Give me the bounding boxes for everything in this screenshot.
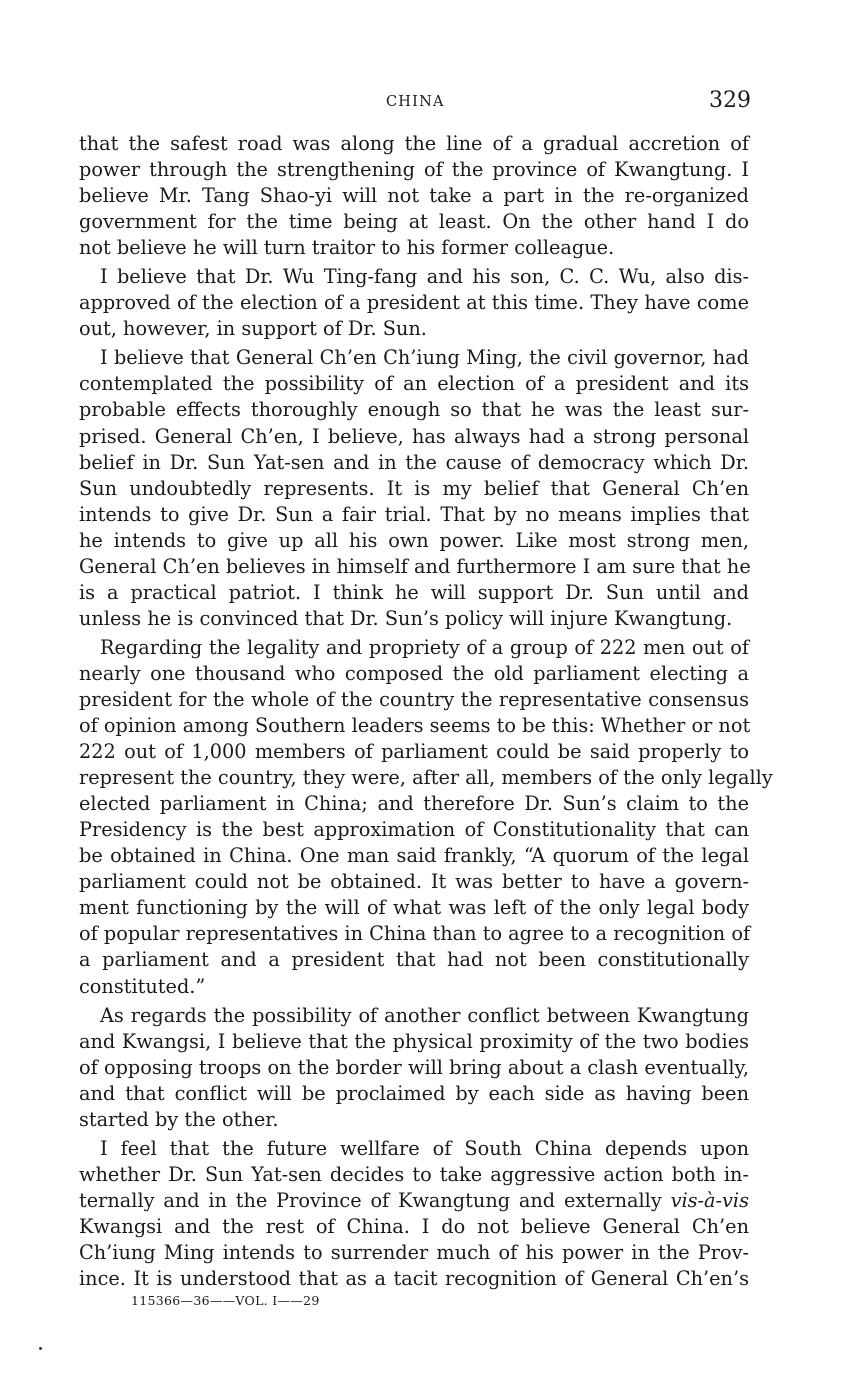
running-head bbox=[0, 88, 850, 118]
italic-phrase: vis-à-vis bbox=[670, 1188, 749, 1212]
text-line: intends to give Dr. Sun a fair trial. That by no means implies that bbox=[79, 502, 749, 526]
text-line: Sun undoubtedly represents. It is my belief that General Ch’en bbox=[79, 476, 749, 500]
text-line: out, however, in support of Dr. Sun. bbox=[79, 317, 427, 341]
text-line: ment functioning by the will of what was left of the only legal body bbox=[79, 896, 749, 920]
text-line: Presidency is the best approximation of Constitutionality that can bbox=[79, 818, 749, 842]
text-line: started by the other. bbox=[79, 1107, 279, 1131]
text-line: he intends to give up all his own power. Like most strong men, bbox=[79, 528, 749, 552]
text-line: and that conflict will be proclaimed by each side as having been bbox=[79, 1081, 749, 1105]
text-line: ince. It is understood that as a tacit recognition of General Ch’en’s bbox=[79, 1267, 749, 1291]
text-line: approved of the election of a president at this time. They have come bbox=[79, 291, 749, 315]
text-line: represent the country, they were, after all, members of the only legally bbox=[79, 766, 773, 790]
text-line-segment: ternally and in the Province of Kwangtung and externally bbox=[79, 1188, 662, 1212]
text-line: prised. General Ch’en, I believe, has always had a strong personal bbox=[79, 424, 749, 448]
paragraph-first-line: I feel that the future wellfare of South China depends upon bbox=[100, 1136, 749, 1160]
body-text bbox=[79, 131, 773, 1292]
paragraph-first-line: I believe that General Ch’en Ch’iung Ming, the civil governor, had bbox=[100, 346, 749, 370]
text-line: government for the time being at least. On the other hand I do bbox=[79, 210, 749, 234]
text-line: constituted.” bbox=[79, 974, 206, 998]
paragraph-first-line: As regards the possibility of another conflict between Kwangtung bbox=[100, 1003, 749, 1027]
text-line: power through the strengthening of the province of Kwangtung. I bbox=[79, 158, 749, 182]
text-line: and Kwangsi, I believe that the physical proximity of the two bodies bbox=[79, 1029, 749, 1053]
text-line: General Ch’en believes in himself and furthermore I am sure that he bbox=[79, 554, 751, 578]
text-line: nearly one thousand who composed the old parliament electing a bbox=[79, 661, 749, 685]
text-line: president for the whole of the country the representative consensus bbox=[79, 687, 749, 711]
printer-signature: 115366—36——VOL. I——29 bbox=[131, 1293, 320, 1308]
page-speck bbox=[39, 1347, 42, 1350]
text-line bbox=[79, 1188, 749, 1214]
text-line: believe Mr. Tang Shao-yi will not take a part in the re-organized bbox=[79, 184, 749, 208]
text-line: not believe he will turn traitor to his former colleague. bbox=[79, 236, 615, 260]
text-line: of opposing troops on the border will bring about a clash eventually, bbox=[79, 1055, 749, 1079]
running-title: CHINA bbox=[386, 94, 445, 110]
text-line: is a practical patriot. I think he will support Dr. Sun until and bbox=[79, 580, 749, 604]
text-line: parliament could not be obtained. It was better to have a govern- bbox=[79, 870, 749, 894]
text-line: be obtained in China. One man said frankly, “A quorum of the legal bbox=[79, 844, 749, 868]
text-line: of popular representatives in China than to agree to a recognition of bbox=[79, 922, 751, 946]
text-line: of opinion among Southern leaders seems to be this: Whether or not bbox=[79, 714, 751, 738]
text-line: contemplated the possibility of an election of a president and its bbox=[79, 372, 749, 396]
paragraph-first-line: Regarding the legality and propriety of a group of 222 men out of bbox=[100, 635, 749, 659]
text-line: unless he is convinced that Dr. Sun’s policy will injure Kwangtung. bbox=[79, 606, 733, 630]
text-line: elected parliament in China; and therefore Dr. Sun’s claim to the bbox=[79, 792, 749, 816]
paragraph-first-line: I believe that Dr. Wu Ting-fang and his son, C. C. Wu, also dis- bbox=[100, 265, 749, 289]
text-line: that the safest road was along the line of a gradual accretion of bbox=[79, 132, 749, 155]
text-line: a parliament and a president that had not been constitutionally bbox=[79, 948, 749, 972]
text-line: 222 out of 1,000 members of parliament could be said properly to bbox=[79, 740, 749, 764]
page-number: 329 bbox=[709, 88, 751, 113]
text-line: Kwangsi and the rest of China. I do not believe General Ch’en bbox=[79, 1214, 749, 1238]
text-line: Ch’iung Ming intends to surrender much of his power in the Prov- bbox=[79, 1240, 749, 1264]
text-line: whether Dr. Sun Yat-sen decides to take aggressive action both in- bbox=[79, 1162, 749, 1186]
text-line: belief in Dr. Sun Yat-sen and in the cause of democracy which Dr. bbox=[79, 450, 749, 474]
text-line: probable effects thoroughly enough so that he was the least sur- bbox=[79, 398, 749, 422]
